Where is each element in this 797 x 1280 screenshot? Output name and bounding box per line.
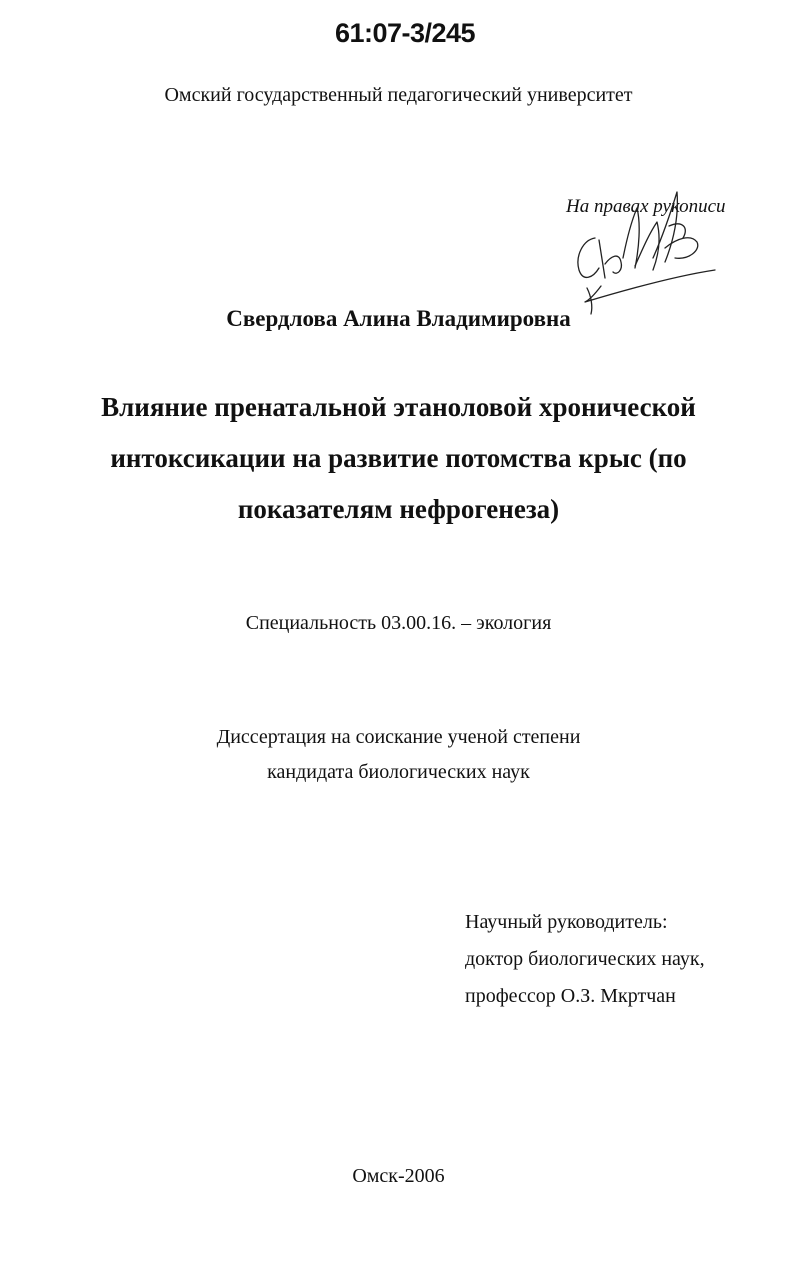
degree-line: кандидата биологических наук [267, 761, 530, 783]
supervisor-line: доктор биологических наук, [465, 948, 705, 970]
signature-image [565, 178, 725, 318]
title-line: Влияние пренатальной этаноловой хронической [101, 392, 696, 422]
degree-line: Диссертация на соискание ученой степени [216, 726, 581, 748]
author-name: Свердлова Алина Владимировна [226, 306, 571, 331]
supervisor-block [465, 904, 705, 1015]
dissertation-title [60, 382, 737, 535]
university-name: Омский государственный педагогический университет [164, 84, 633, 106]
degree-statement [0, 720, 797, 790]
title-line: интоксикации на развитие потомства крыс (по [110, 443, 687, 473]
supervisor-line: Научный руководитель: [465, 911, 668, 933]
manuscript-note: На правах рукописи [566, 196, 726, 217]
title-line: показателям нефрогенеза) [237, 494, 560, 524]
specialty-line: Специальность 03.00.16. – экология [245, 612, 552, 634]
supervisor-line: профессор О.З. Мкртчан [465, 985, 676, 1007]
city-year: Омск-2006 [352, 1165, 445, 1187]
document-code: 61:07-3/245 [334, 18, 476, 48]
